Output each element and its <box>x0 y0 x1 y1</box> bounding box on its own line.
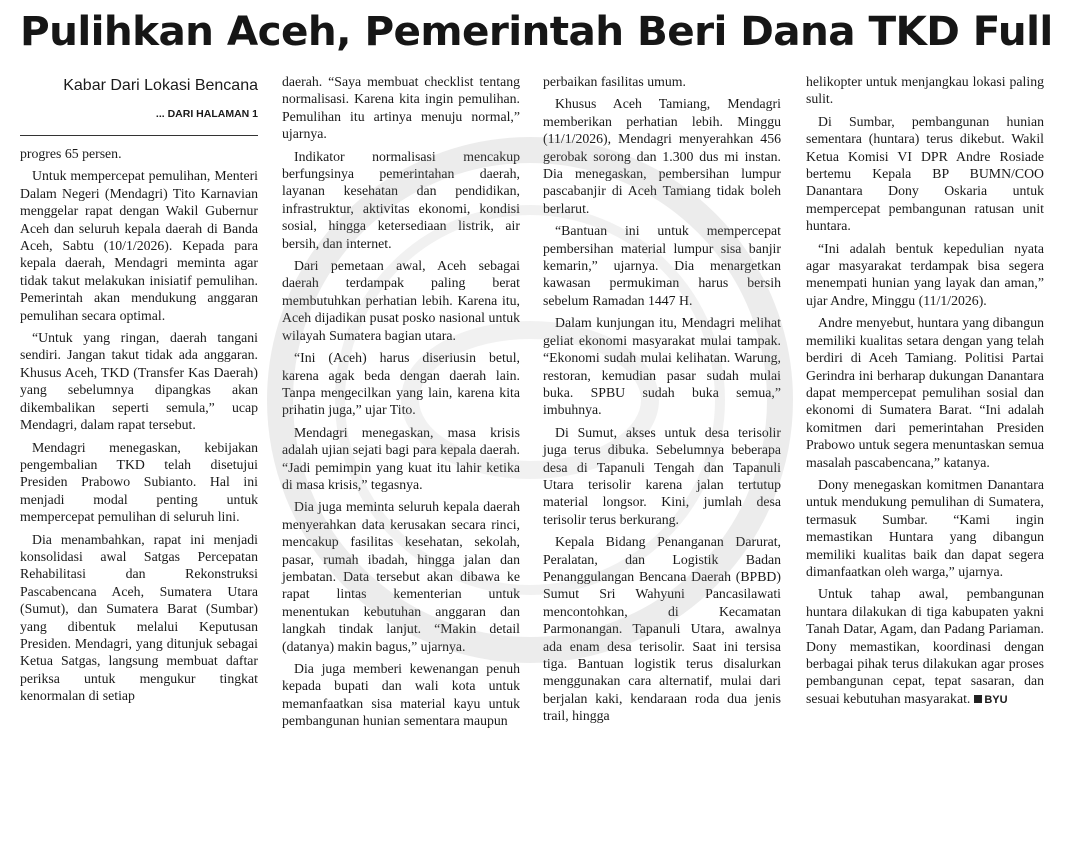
paragraph: progres 65 persen. <box>20 146 122 161</box>
paragraph: Mendagri menegaskan, masa krisis adalah ujian sejati bagi para kepala daerah. “Jadi pemimpin yang kuat itu lahir ketika di masa krisis,” tegasnya. <box>282 424 520 492</box>
paragraph: “Ini (Aceh) harus diseriusin betul, karena agak beda dengan daerah lain. Tanpa mengecilkan yang lain, karena kita prihatin juga,” ujar Tito. <box>282 350 520 418</box>
paragraph: helikopter untuk menjangkau lokasi paling sulit. <box>806 74 1044 107</box>
paragraph: Mendagri menegaskan, kebijakan pengembalian TKD telah disetujui Presiden Prabowo Subianto. Hal ini menjadi modal penting untuk mempercepat pemulihan di seluruh lini. <box>20 439 258 525</box>
end-mark-square-icon <box>974 695 982 703</box>
paragraph: Khusus Aceh Tamiang, Mendagri memberikan perhatian lebih. Minggu (11/1/2026), Mendagri menyerahkan 456 gerobak sorong dan 1.300 dus mi instan. Dia menegaskan, pembersihan lumpur pascabanjir di Aceh Tamiang tidak boleh berlarut. <box>543 96 781 216</box>
paragraph: Untuk mempercepat pemulihan, Menteri Dalam Negeri (Mendagri) Tito Karnavian menggelar rapat dengan Wakil Gubernur Aceh dan seluruh kepala daerah di Banda Aceh, Sabtu (10/1/2026). Kepada para kepala daerah, Mendagri meminta agar tidak takut melakukan inisiatif pemulihan. Pemerintah akan mendukung anggaran pemulihan secara optimal. <box>20 168 258 323</box>
paragraph: Dony menegaskan komitmen Danantara untuk mendukung pemulihan di Sumatera, termasuk Sumbar. “Kami ingin memastikan Huntara yang dibangun memiliki kualitas baik dan dapat segera dimanfaatkan oleh warga,” ujarnya. <box>806 476 1044 579</box>
paragraph: Dari pemetaan awal, Aceh sebagai daerah terdampak paling berat membutuhkan perhatian lebih. Karena itu, Aceh dijadikan pusat posko nasional untuk wilayah Sumatera bagian utara. <box>282 258 520 343</box>
article-column-4 <box>806 73 1044 773</box>
paragraph: “Ini adalah bentuk kepedulian nyata agar masyarakat terdampak bisa segera menempati hunian yang layak dan aman,” ujar Andre, Minggu (11/1/2026). <box>806 240 1044 308</box>
paragraph: Andre menyebut, huntara yang dibangun memiliki kualitas setara dengan yang telah berdiri di Aceh Tamiang. Politisi Partai Gerindra ini berharap dukungan Danantara dapat mempercepat pemulihan sosial dan ekonomi di Sumatera Barat. “Ini adalah komitmen dari pemerintahan Presiden Prabowo untuk segera menuntaskan semua masalah pascabencana,” katanya. <box>806 315 1044 470</box>
paragraph: Dia menambahkan, rapat ini menjadi konsolidasi awal Satgas Percepatan Rehabilitasi dan Rekonstruksi Pascabencana Aceh, Sumatera Utara (Sumut), dan Sumatera Barat (Sumbar) yang dibentuk melalui Keputusan Presiden. Mendagri, yang ditunjuk sebagai Ketua Satgas, langsung membuat daftar periksa untuk mengukur tingkat kenormalan di setiap <box>20 531 258 704</box>
continued-from-label: ... DARI HALAMAN 1 <box>155 108 258 120</box>
article-column-2 <box>282 73 520 773</box>
paragraph: “Untuk yang ringan, daerah tangani sendiri. Jangan takut tidak ada anggaran. Khusus Aceh, TKD (Transfer Kas Daerah) yang sebelumnya dipangkas akan dikembalikan seperti semula,” ucap Mendagri, dalam rapat tersebut. <box>20 330 258 433</box>
paragraph: Indikator normalisasi mencakup berfungsinya pemerintahan daerah, layanan kesehatan dan pendidikan, infrastruktur, aktivitas ekonomi, kondisi sosial, hingga ketersediaan listrik, air bersih, dan internet. <box>282 148 520 251</box>
paragraph: Di Sumbar, pembangunan hunian sementara (huntara) terus dikebut. Wakil Ketua Komisi VI DPR Andre Rosiade bertemu Kepala BP BUMN/COO Danantara Dony Oskaria untuk mempercepat pembangunan ratusan unit huntara. <box>806 113 1044 234</box>
paragraph: Dalam kunjungan itu, Mendagri melihat geliat ekonomi masyarakat mulai tampak. “Ekonomi sudah mulai kelihatan. Warung, restoran, kemudian pasar sudah mulai buka. SPBU sudah buka semua,” imbuhnya. <box>543 315 781 418</box>
paragraph: Dia juga memberi kewenangan penuh kepada bupati dan wali kota untuk memanfaatkan sisa material kayu untuk pembangunan hunian sementara maupun <box>282 661 520 729</box>
paragraph: Dia juga meminta seluruh kepala daerah menyerahkan data kerusakan secara rinci, mencakup fasilitas kesehatan, sekolah, pasar, rumah ibadah, hingga jalan dan jembatan. Data tersebut akan dibawa ke rapat lintas kementerian untuk menentukan kebutuhan anggaran dan langkah tindak lanjut. “Makin detail (datanya) makin bagus,” ujarnya. <box>282 499 520 654</box>
paragraph: daerah. “Saya membuat checklist tentang normalisasi. Karena kita ingin pemulihan. Pemulihan itu artinya menuju normal,” ujarnya. <box>282 74 520 142</box>
paragraph-text: Untuk tahap awal, pembangunan huntara dilakukan di tiga kabupaten yakni Tanah Datar, Agam, dan Padang Pariaman. Dony memastikan, koordinasi dengan berbagai pihak terus dilakukan agar proses pembangunan cepat, tepat sasaran, dan sesuai kebutuhan masyarakat. <box>806 586 1044 706</box>
article-column-3 <box>543 73 781 773</box>
section-kicker: Kabar Dari Lokasi Bencana <box>63 77 258 94</box>
paragraph: perbaikan fasilitas umum. <box>543 74 686 89</box>
author-initials: BYU <box>984 693 1008 706</box>
headline: Pulihkan Aceh, Pemerintah Beri Dana TKD Full <box>20 7 1053 55</box>
paragraph: Kepala Bidang Penanganan Darurat, Peralatan, dan Logistik Badan Penanggulangan Bencana Daerah (BPBD) Sumut Sri Wahyuni Pancasilawati mencontohkan, di Kecamatan Parmonangan. Tapanuli Utara, awalnya ada enam desa terisolir. Saat ini tersisa tiga. Bantuan logistik terus disalurkan menggunakan cara alternatif, mulai dari berjalan kaki, kendaraan roda dua jenis trail, hingga <box>543 534 781 724</box>
article-column-1 <box>20 145 258 845</box>
divider-rule <box>20 135 258 136</box>
paragraph <box>806 585 1044 709</box>
paragraph: Di Sumut, akses untuk desa terisolir juga terus dibuka. Sebelumnya beberapa desa di Tapanuli Tengah dan Tapanuli Utara terisolir karena jalan tertutup material longsor. Kini, jumlah desa terisolir terus berkurang. <box>543 424 781 527</box>
paragraph: “Bantuan ini untuk mempercepat pembersihan material lumpur sisa banjir kemarin,” ujarnya. Dia menargetkan kawasan permukiman harus bersih sebelum Ramadan 1447 H. <box>543 223 781 308</box>
